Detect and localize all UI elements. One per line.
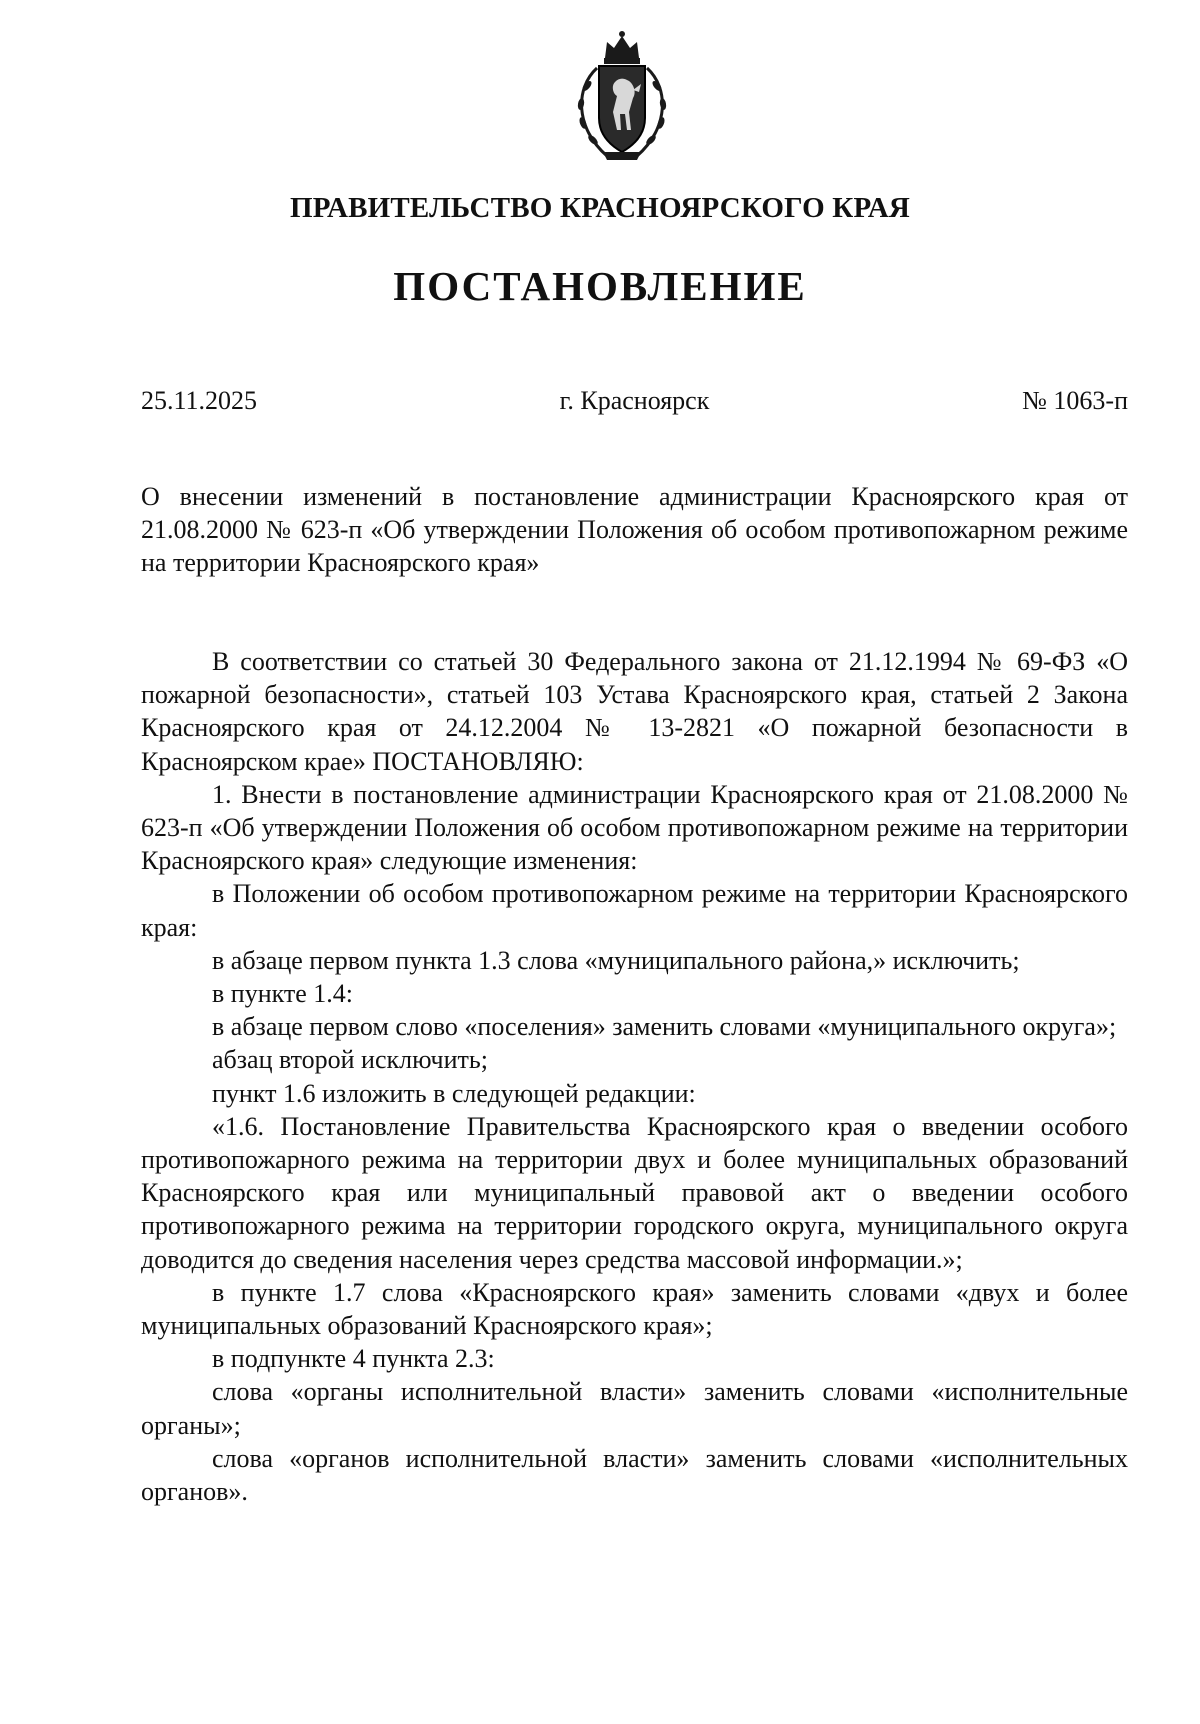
body-paragraph: слова «органы исполнительной власти» заменить словами «исполнительные органы»; [141,1377,1128,1440]
document-place: г. Красноярск [559,386,710,415]
coat-of-arms-icon [567,28,677,168]
document-number: № 1063-п [1022,386,1128,415]
government-name: ПРАВИТЕЛЬСТВО КРАСНОЯРСКОГО КРАЯ [289,192,911,224]
body-paragraph: в пункте 1.4: [212,979,354,1009]
body-paragraph: слова «органов исполнительной власти» заменить словами «исполнительных органов». [141,1443,1128,1507]
body-paragraph: В соответствии со статьей 30 Федерального закона от 21.12.1994 № 69-ФЗ «О пожарной безопасности», статьей 103 Устава Красноярского края, статьей 2 Закона Красноярского края от 24.12.2004 № 13-2821 «О пожарной безопасности в Красноярском крае» ПОСТАНОВЛЯЮ: [141,647,1128,776]
body-paragraph: в подпункте 4 пункта 2.3: [212,1344,495,1374]
document-meta-row [141,384,1128,418]
body-paragraph: в пункте 1.7 слова «Красноярского края» заменить словами «двух и более муниципальных образований Красноярского края»; [141,1277,1128,1341]
body-paragraph: в абзаце первом пункта 1.3 слова «муниципального района,» исключить; [212,945,1020,975]
body-paragraph: в Положении об особом противопожарном режиме на территории Красноярского края: [141,879,1128,942]
document-body [141,645,1128,1508]
body-paragraph: абзац второй исключить; [212,1045,488,1075]
body-paragraph: пункт 1.6 изложить в следующей редакции: [212,1078,696,1108]
document-subject: О внесении изменений в постановление администрации Красноярского края от 21.08.2000 № 623-п «Об утверждении Положения об особом противопожарном режиме на территории Красноярского края» [141,482,1128,577]
body-paragraph: 1. Внести в постановление администрации Красноярского края от 21.08.2000 № 623-п «Об утверждении Положения об особом противопожарном режиме на территории Красноярского края» следующие изменения: [141,779,1128,876]
document-date: 25.11.2025 [141,386,258,415]
document-type-title: ПОСТАНОВЛЕНИЕ [393,263,807,309]
body-paragraph: в абзаце первом слово «поселения» заменить словами «муниципального округа»; [212,1012,1117,1042]
body-paragraph: «1.6. Постановление Правительства Красноярского края о введении особого противопожарного режима на территории двух и более муниципальных образований Красноярского края или муниципальный правовой акт о введении особого противопожарного режима на территории городского округа, муниципального округа доводится до сведения населения через средства массовой информации.»; [141,1111,1128,1274]
